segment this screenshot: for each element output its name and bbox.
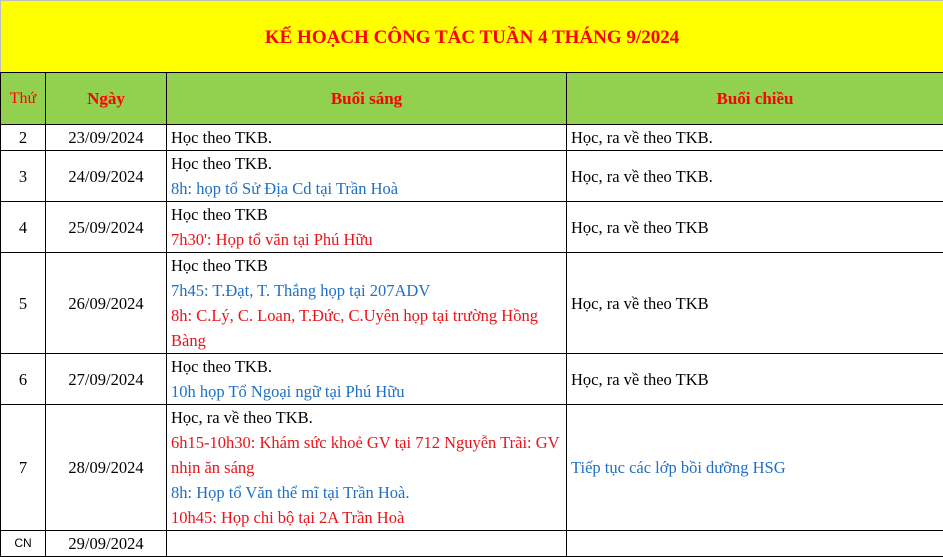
table-row <box>1 151 943 202</box>
header-ngay: Ngày <box>46 73 167 125</box>
cell-date: 26/09/2024 <box>46 253 167 354</box>
cell-thu: 5 <box>1 253 46 354</box>
afternoon-entry: Học, ra về theo TKB. <box>571 164 939 189</box>
cell-afternoon <box>567 151 943 202</box>
cell-thu: 4 <box>1 202 46 253</box>
morning-entry: Học theo TKB. <box>171 151 562 176</box>
afternoon-entry: Tiếp tục các lớp bồi dưỡng HSG <box>571 455 939 480</box>
morning-entry: Học theo TKB <box>171 202 562 227</box>
table-row <box>1 354 943 405</box>
morning-entry: 7h30': Họp tổ văn tại Phú Hữu <box>171 227 562 252</box>
cell-morning <box>167 405 567 531</box>
cell-thu: CN <box>1 531 46 557</box>
cell-morning <box>167 202 567 253</box>
cell-morning <box>167 253 567 354</box>
schedule-body <box>1 125 943 557</box>
morning-entry: Học, ra về theo TKB. <box>171 405 562 430</box>
morning-entry: 10h họp Tổ Ngoại ngữ tại Phú Hữu <box>171 379 562 404</box>
cell-thu: 2 <box>1 125 46 151</box>
cell-date: 23/09/2024 <box>46 125 167 151</box>
page-title: KẾ HOẠCH CÔNG TÁC TUẦN 4 THÁNG 9/2024 <box>1 1 943 73</box>
cell-afternoon <box>567 405 943 531</box>
morning-entry: 7h45: T.Đạt, T. Thắng họp tại 207ADV <box>171 278 562 303</box>
cell-thu: 3 <box>1 151 46 202</box>
table-row <box>1 125 943 151</box>
cell-date: 28/09/2024 <box>46 405 167 531</box>
header-buoi-sang: Buổi sáng <box>167 73 567 125</box>
cell-morning <box>167 151 567 202</box>
header-buoi-chieu: Buổi chiều <box>567 73 943 125</box>
cell-morning <box>167 354 567 405</box>
cell-date: 24/09/2024 <box>46 151 167 202</box>
morning-entry: Học theo TKB. <box>171 125 562 150</box>
morning-entry: Học theo TKB <box>171 253 562 278</box>
afternoon-entry: Học, ra về theo TKB <box>571 215 939 240</box>
morning-entry: 10h45: Họp chi bộ tại 2A Trần Hoà <box>171 505 562 530</box>
morning-entry: 8h: C.Lý, C. Loan, T.Đức, C.Uyên họp tại trường Hồng Bàng <box>171 303 562 353</box>
table-row <box>1 531 943 557</box>
afternoon-entry: Học, ra về theo TKB. <box>571 125 939 150</box>
cell-morning <box>167 125 567 151</box>
cell-afternoon <box>567 202 943 253</box>
cell-date: 29/09/2024 <box>46 531 167 557</box>
cell-afternoon <box>567 531 943 557</box>
table-row <box>1 202 943 253</box>
cell-date: 27/09/2024 <box>46 354 167 405</box>
cell-afternoon <box>567 354 943 405</box>
header-row <box>1 73 943 125</box>
morning-entry: Học theo TKB. <box>171 354 562 379</box>
cell-afternoon <box>567 253 943 354</box>
cell-date: 25/09/2024 <box>46 202 167 253</box>
afternoon-entry: Học, ra về theo TKB <box>571 367 939 392</box>
morning-entry: 8h: Họp tổ Văn thể mĩ tại Trần Hoà. <box>171 480 562 505</box>
cell-afternoon <box>567 125 943 151</box>
morning-entry: 8h: họp tổ Sử Địa Cd tại Trần Hoà <box>171 176 562 201</box>
table-row <box>1 253 943 354</box>
header-thu: Thứ <box>1 73 46 125</box>
cell-thu: 7 <box>1 405 46 531</box>
cell-thu: 6 <box>1 354 46 405</box>
table-row <box>1 405 943 531</box>
cell-morning <box>167 531 567 557</box>
afternoon-entry: Học, ra về theo TKB <box>571 291 939 316</box>
morning-entry: 6h15-10h30: Khám sức khoẻ GV tại 712 Nguyễn Trãi: GV nhịn ăn sáng <box>171 430 562 480</box>
